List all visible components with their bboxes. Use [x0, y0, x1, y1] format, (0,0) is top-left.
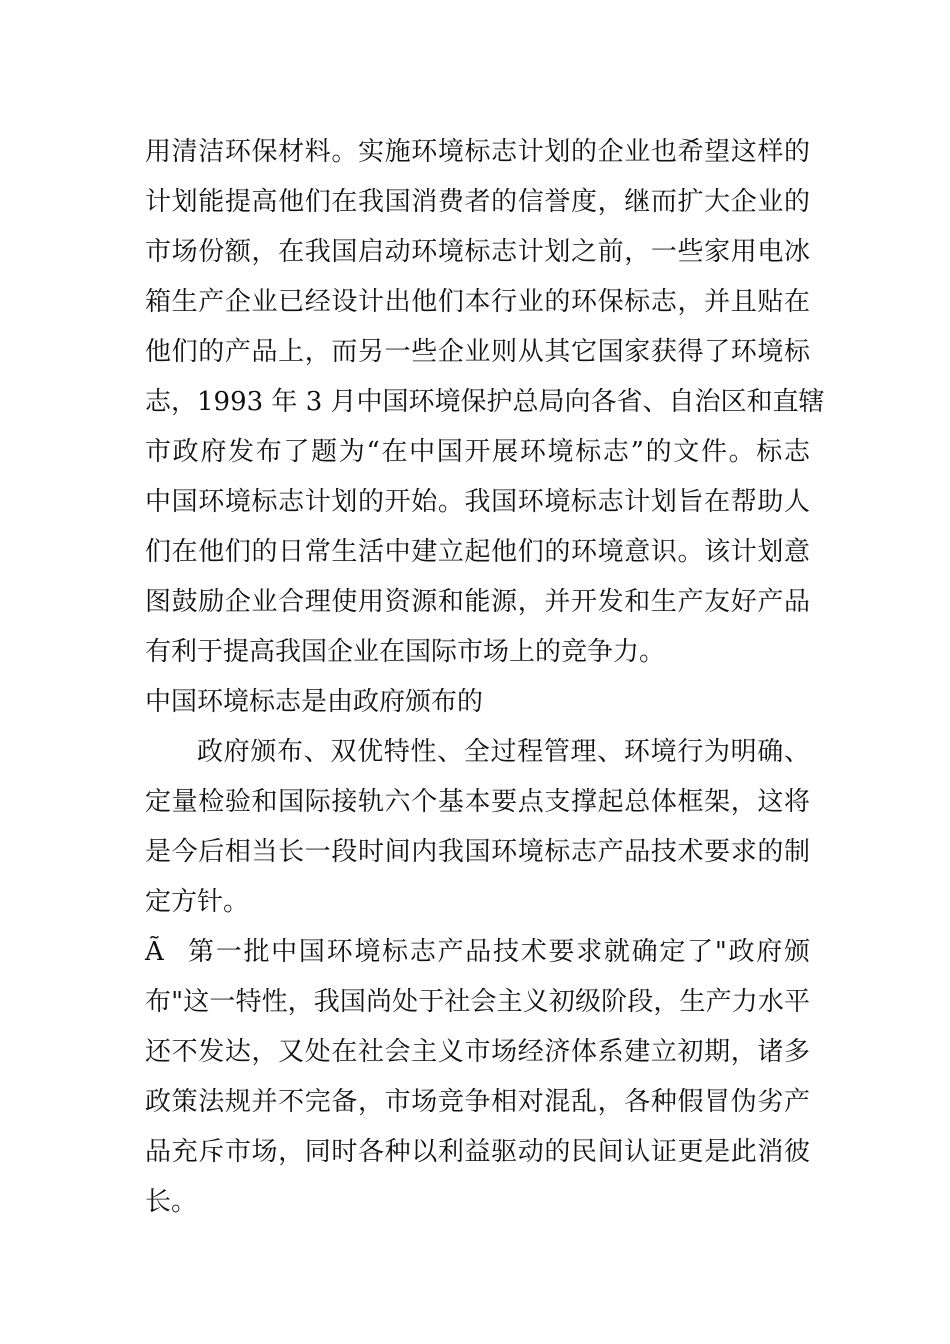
bullet-glyph: Ã — [145, 937, 164, 967]
paragraph3-line: 还不发达，又处在社会主义市场经济体系建立初期，诸多 — [145, 1037, 810, 1067]
paragraph3-line: 品充斥市场，同时各种以利益驱动的民间认证更是此消彼 — [145, 1137, 810, 1167]
paragraph1-line: 中国环境标志计划的开始。我国环境标志计划旨在帮助人 — [145, 487, 810, 517]
paragraph2-line: 定方针。 — [145, 887, 250, 917]
paragraph1-line: 们在他们的日常生活中建立起他们的环境意识。该计划意 — [145, 537, 810, 567]
paragraph3-line: 布"这一特性，我国尚处于社会主义初级阶段，生产力水平 — [145, 987, 810, 1017]
section-heading: 中国环境标志是由政府颁布的 — [145, 687, 484, 717]
paragraph1-line: 箱生产企业已经设计出他们本行业的环保标志，并且贴在 — [145, 287, 810, 317]
paragraph1-line: 他们的产品上，而另一些企业则从其它国家获得了环境标 — [145, 337, 810, 367]
paragraph3-line: 第一批中国环境标志产品技术要求就确定了"政府颁 — [188, 937, 810, 967]
paragraph3-line: 政策法规并不完备，市场竞争相对混乱，各种假冒伪劣产 — [145, 1087, 810, 1117]
paragraph1-line: 图鼓励企业合理使用资源和能源，并开发和生产友好产品 — [145, 587, 810, 617]
paragraph2-line: 是今后相当长一段时间内我国环境标志产品技术要求的制 — [145, 837, 810, 867]
paragraph1-line: 用清洁环保材料。实施环境标志计划的企业也希望这样的 — [145, 137, 810, 167]
paragraph3-line: 长。 — [145, 1187, 198, 1217]
paragraph1-line: 有利于提高我国企业在国际市场上的竞争力。 — [145, 637, 666, 667]
paragraph1-line: 计划能提高他们在我国消费者的信誉度，继而扩大企业的 — [145, 187, 810, 217]
paragraph2-line: 定量检验和国际接轨六个基本要点支撑起总体框架，这将 — [145, 787, 810, 817]
paragraph2-line: 政府颁布、双优特性、全过程管理、环境行为明确、 — [197, 737, 810, 767]
paragraph1-line: 市政府发布了题为“在中国开展环境标志”的文件。标志 — [145, 437, 810, 467]
paragraph1-line: 市场份额，在我国启动环境标志计划之前，一些家用电冰 — [145, 237, 810, 267]
paragraph1-line: 志，1993 年 3 月中国环境保护总局向各省、自治区和直辖 — [145, 387, 825, 417]
